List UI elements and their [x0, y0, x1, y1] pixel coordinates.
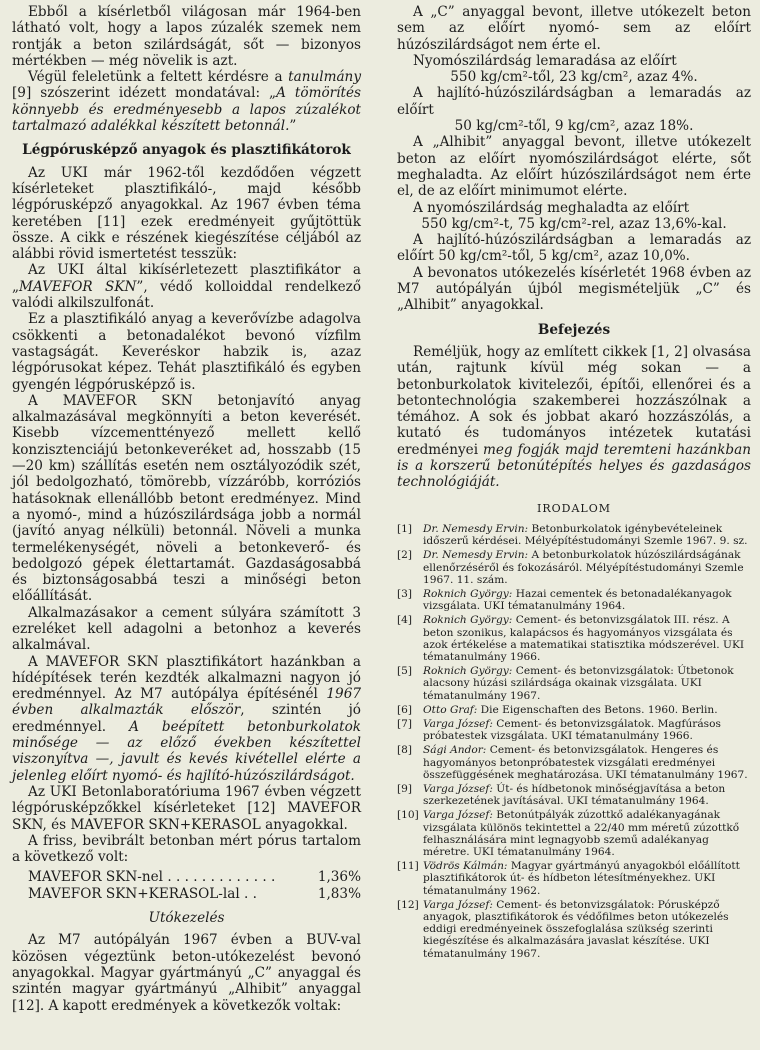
paragraph: Az UKI Betonlaboratóriuma 1967 évben végzett légpórusképzőkkel kísérleteket [12] MAVEFOR SKN, és MAVEFOR SKN+KERASOL anyagokkal. — [12, 783, 361, 833]
paragraph: Alkalmazásakor a cement súlyára számított 3 ezreléket kell adagolni a betonhoz a keverés alkalmával. — [12, 604, 361, 654]
section-heading: Légpórusképző anyagok és plasztifikátorok — [22, 142, 351, 159]
section-heading: Befejezés — [537, 321, 611, 338]
paragraph: A MAVEFOR SKN plasztifikátort hazánkban a hídépítések terén kezdték alkalmazni nagyon jó eredménnyel. Az M7 autópálya építésénél 1967 évben alkalmazták először, szintén jó eredménnyel. A beépített betonburkolatok minősége — az előző években készítettel viszonyítva —, javult és kevés kivétellel elérte a jelenleg előírt nyomó- és hajlító-húzószilárdságot. — [12, 653, 362, 784]
right-column — [397, 4, 751, 962]
paragraph: Reméljük, hogy az említett cikkek [1, 2] olvasása után, rajtunk kívül még sokan — a betonburkolatok kivitelezői, építői, ellenőrei és a betontechnológia szakemberei hozzászólnak a témához. A sok és jobbat akaró hozzászólás, a kutató és tudományos intézetek kutatási eredményei meg fogják majd teremteni hazánkban is a korszerű betonútépítés helyes és gazdaságos technológiáját. — [397, 343, 751, 491]
references-heading: IRODALOM — [537, 501, 611, 515]
reference-item: [9] Varga József: Út- és hídbetonok minőségjavítása a beton szerkezetének javításával. UKI tématanulmány 1964. — [397, 782, 726, 808]
reference-item: [3] Roknich György: Hazai cementek és betonadalékanyagok vizsgálata. UKI tématanulmány 1964. — [397, 587, 732, 613]
reference-item: [7] Varga József: Cement- és betonvizsgálatok. Magfúrásos próbatestek vizsgálata. UKI tématanulmány 1966. — [397, 717, 721, 743]
paragraph: Ebből a kísérletből világosan már 1964-ben látható volt, hogy a lapos zúzalék szemek nem rontják a beton szilárdságát, sőt — bizonyos mértékben — még növelik is azt. — [12, 4, 361, 69]
reference-item: [12] Varga József: Cement- és betonvizsgálatok: Pórusképző anyagok, plasztifikátorok és védőfilmes beton utókezelés eddigi eredményeinek összefoglalása szükség szerinti kiegészítése és alkalmazására javaslat készítése. UKI tématanulmány 1967. — [397, 898, 729, 960]
reference-item: [2] Dr. Nemesdy Ervin: A betonburkolatok húzószilárdságának ellenőrzéséről és fokozásáról. Mélyépítéstudományi Szemle 1967. 11. szám. — [397, 549, 744, 586]
value-line: 550 kg/cm²-től, 23 kg/cm², azaz 4%. — [450, 69, 698, 86]
paragraph: Az UKI által kikísérletezett plasztifikátor a „MAVEFOR SKN”, védő kolloiddal rendelkező valódi alkilszulfonát. — [12, 262, 362, 312]
left-column — [12, 4, 361, 1014]
paragraph: A „C” anyaggal bevont, illetve utókezelt beton sem az előírt nyomó- sem az előírt húzószilárdságot nem érte el. — [397, 4, 751, 53]
paragraph: Végül feleletünk a feltett kérdésre a tanulmány [9] szószerint idézett mondatával: „A tömörítés könnyebb és eredményesebb a lapos zúzalékot tartalmazó adalékkal készített betonnál.” — [12, 69, 361, 135]
table-row: MAVEFOR SKN-nel . . . . . . . . . . . . . 1,36% — [28, 869, 361, 886]
paragraph: A friss, bevibrált betonban mért pórus tartalom a következő volt: — [12, 832, 361, 866]
reference-item: [1] Dr. Nemesdy Ervin: Betonburkolatok igénybevételeinek időszerű kérdései. Mélyépítéstudományi Szemle 1967. 9. sz. — [397, 522, 748, 548]
paragraph: Az M7 autópályán 1967 évben a BUV-val közösen végeztünk beton-utókezelést bevonó anyagokkal. Magyar gyártmányú „C” anyaggal és szintén magyar gyártmányú „Alhibit” anyaggal [12]. A kapott eredmények a következők voltak: — [12, 932, 361, 1014]
reference-item: [6] Otto Graf: Die Eigenschaften des Betons. 1960. Berlin. — [397, 703, 718, 716]
reference-item: [10] Varga József: Betonútpályák zúzottkő adalékanyagának vizsgálata különös tekintettel a 22/40 mm méretű zúzottkő felhasználására mint legnagyobb szemű adalékanyag méretre. UKI tématanulmány 1964. — [397, 809, 740, 858]
pore-content-table — [28, 869, 361, 902]
value-line: 550 kg/cm²-t, 75 kg/cm²-rel, azaz 13,6%-kal. — [421, 215, 727, 232]
section-heading: Utókezelés — [148, 910, 225, 927]
paragraph: A „Alhibit” anyaggal bevont, illetve utókezelt beton az előírt nyomószilárdságot elérte, sőt meghaladta. Az előírt húzószilárdságot nem érte el, de az előírt minimumot elérte. — [397, 134, 751, 200]
paragraph: Nyomószilárdság lemaradása az előírt — [413, 52, 677, 69]
paragraph: Az UKI már 1962-től kezdődően végzett kísérleteket plasztifikáló-, majd később légpórusképző anyagokkal. Az 1967 évben téma keretében [11] ezek eredményeit gyűjtöttük össze. A cikk e részének kiegészítése céljából az alábbi rövid ismertetést tesszük: — [12, 164, 361, 263]
paragraph: Ez a plasztifikáló anyag a keverővízbe adagolva csökkenti a betonadalékot bevonó vízfilm vastagságát. Keveréskor habzik is, azaz légpórusokat képez. Tehát plasztifikáló és egyben gyengén légpórusképző is. — [12, 311, 361, 393]
reference-item: [4] Roknich György: Cement- és betonvizsgálatok III. rész. A beton szonikus, kalapácsos és hagyományos vizsgálata és azok értékelése a matematikai statisztika módszerével. UKI tématanulmány 1966. — [397, 614, 745, 663]
references-list — [397, 523, 751, 960]
paragraph: A bevonatos utókezelés kísérletét 1968 évben az M7 autópályán újból megismételjük „C” és „Alhibit” anyagokkal. — [397, 264, 751, 314]
paragraph: A hajlító-húzószilárdságban a lemaradás az előírt 50 kg/cm²-től, 5 kg/cm², azaz 10,0%. — [397, 232, 751, 265]
reference-item: [8] Sági Andor: Cement- és betonvizsgálatok. Hengeres és hagyományos betonpróbatestek vizsgálati eredményei összefüggésének meghatározása. UKI tématanulmány 1967. — [397, 744, 748, 781]
reference-item: [5] Roknich György: Cement- és betonvizsgálatok: Útbetonok alacsony húzási szilárdsága okainak vizsgálata. UKI tématanulmány 1967. — [397, 665, 734, 702]
reference-item: [11] Vödrös Kálmán: Magyar gyártmányú anyagokból előállított plasztifikátorok út- és hídbeton létesítményekhez. UKI tématanulmány 1962. — [397, 860, 740, 897]
table-row: MAVEFOR SKN+KERASOL-lal . . 1,83% — [28, 885, 361, 902]
value-line: 50 kg/cm²-től, 9 kg/cm², azaz 18%. — [454, 118, 694, 135]
paragraph: A nyomószilárdság meghaladta az előírt — [413, 199, 690, 216]
paragraph: A hajlító-húzószilárdságban a lemaradás az előírt — [397, 85, 751, 118]
paragraph: A MAVEFOR SKN betonjavító anyag alkalmazásával megkönnyíti a beton keverését. Kisebb vízcementtényező mellett kellő konzisztenciájú betonkeveréket ad, hosszabb (15—20 km) szállítás esetén nem osztályozódik szét, jól bedolgozható, tömörebb, vízzáróbb, korróziós hatásoknak ellenállóbb betont eredményez. Mind a nyomó-, mind a húzószilárdsága jobb a normál (javító anyag nélküli) betonnál. Növeli a munka termelékenységét, növeli a betonkeverő- és bedolgozó gépek élettartamát. Gazdaságosabbá és biztonságosabbá teszi a minőségi beton előállítását. — [12, 392, 361, 605]
